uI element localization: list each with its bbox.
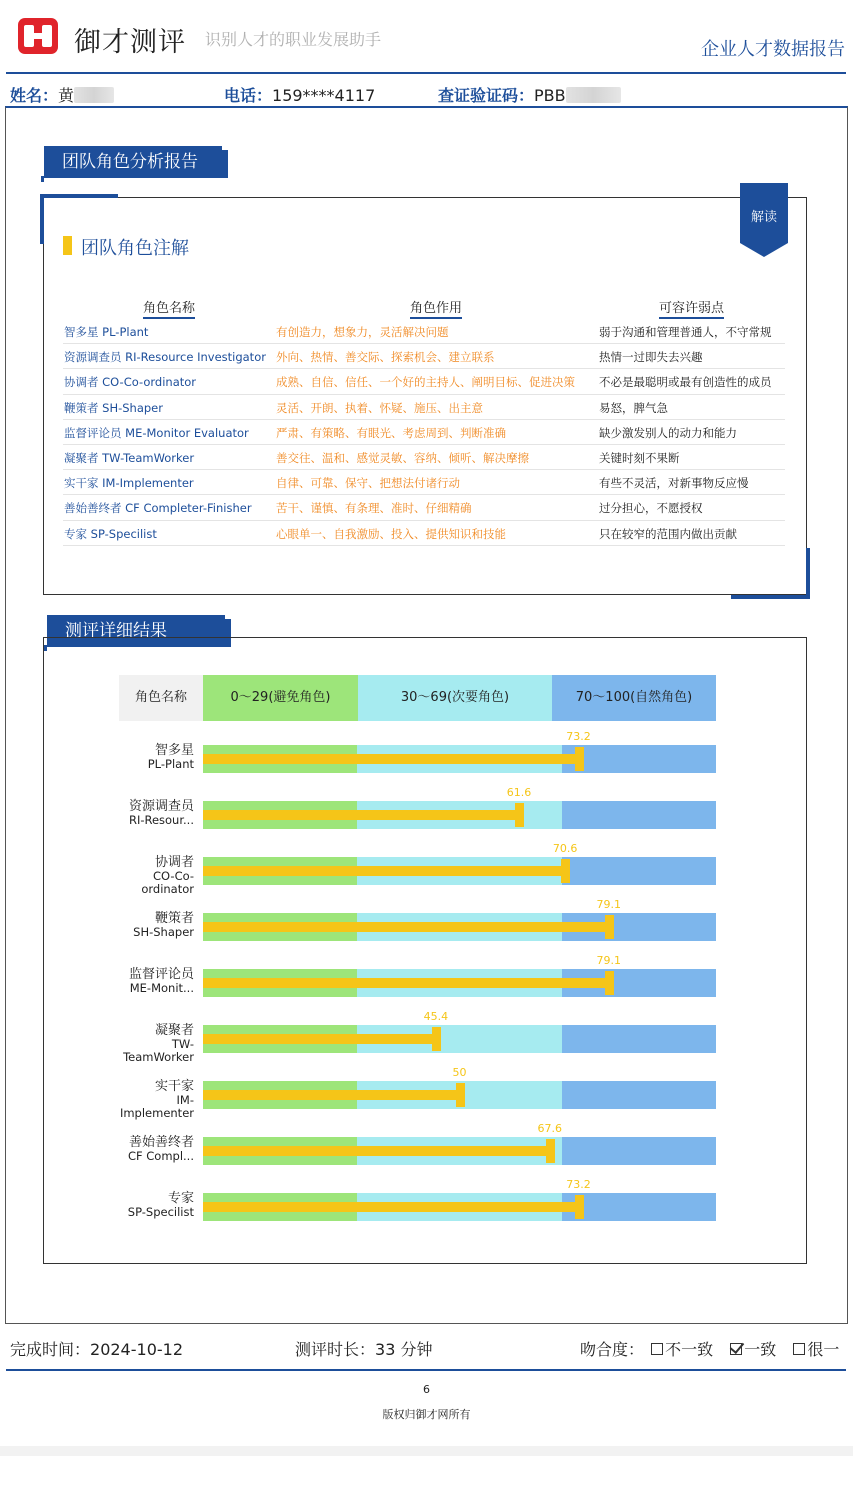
- score-value-label: 70.6: [552, 842, 578, 855]
- footer-info-row: [0, 1337, 853, 1359]
- score-value-label: 73.2: [566, 730, 591, 743]
- role-function-cell: 成熟、自信、信任、一个好的主持人、阐明目标、促进决策: [276, 375, 575, 390]
- table-body: [63, 319, 785, 546]
- section-tag-team-role: 团队角色分析报告: [44, 146, 222, 178]
- checkbox-consistent[interactable]: [730, 1343, 742, 1355]
- complete-time-label: 完成时间：: [10, 1340, 91, 1359]
- verify-code-value: PBB: [534, 86, 566, 105]
- column-header-weakness: 可容许弱点: [659, 297, 724, 319]
- header-divider: [6, 72, 846, 74]
- page-number: 6: [423, 1383, 430, 1396]
- duration-value: 33 分钟: [375, 1340, 433, 1359]
- score-bar-cap: [456, 1083, 465, 1107]
- role-label-cn: 协调者: [154, 855, 194, 870]
- band-lane: [562, 1137, 716, 1165]
- role-label-en: SP-Specilist: [127, 1205, 194, 1219]
- role-label-en: ME-Monit...: [129, 981, 194, 995]
- corner-accent: [806, 548, 810, 599]
- table-row: [63, 420, 785, 445]
- report-type-title: 企业人才数据报告: [701, 39, 845, 60]
- role-function-cell: 心眼单一、自我激励、投入、提供知识和技能: [276, 526, 506, 541]
- score-bar-cap: [432, 1027, 441, 1051]
- score-bar: [203, 810, 519, 820]
- role-weakness-cell: 热情一过即失去兴趣: [599, 350, 703, 365]
- duration-field: [295, 1337, 432, 1360]
- role-label: [112, 1024, 194, 1064]
- role-name-cell: 智多星 PL-Plant: [64, 325, 149, 339]
- table-row: [63, 445, 785, 470]
- score-bar: [203, 1034, 436, 1044]
- verify-code-field: [438, 83, 621, 106]
- role-label-en: CO-Co-ordinator: [141, 869, 194, 896]
- table-row: [63, 344, 785, 369]
- score-bar: [203, 1146, 550, 1156]
- chart-header-band-natural: 70～100(自然角色): [552, 675, 716, 721]
- role-name-cell: 监督评论员 ME-Monitor Evaluator: [64, 425, 249, 440]
- section-tag-detail-results: 测评详细结果: [47, 615, 225, 647]
- role-label: [112, 856, 194, 896]
- score-bar-cap: [605, 971, 614, 995]
- option-inconsistent-label: 不一致: [665, 1340, 714, 1359]
- table-row: [63, 395, 785, 420]
- role-label: [112, 744, 194, 771]
- corner-accent: [731, 595, 810, 599]
- score-value-label: 79.1: [596, 898, 622, 911]
- role-name-cell: 凝聚者 TW-TeamWorker: [64, 450, 195, 465]
- role-label-en: IM-Implementer: [119, 1093, 194, 1120]
- role-label-cn: 专家: [167, 1191, 194, 1206]
- chart-header-role-name: 角色名称: [119, 675, 203, 721]
- band-lane: [562, 1081, 716, 1109]
- role-function-cell: 灵活、开朗、执着、怀疑、施压、出主意: [276, 400, 483, 415]
- role-function-cell: 苦干、谨慎、有条理、准时、仔细精确: [276, 501, 472, 516]
- role-label-cn: 资源调查员: [128, 799, 194, 814]
- role-notes-table: [63, 297, 785, 546]
- match-degree-label: 吻合度：: [580, 1340, 645, 1359]
- phone-field: [224, 83, 375, 106]
- role-weakness-cell: 有些不灵活，对新事物反应慢: [599, 476, 749, 491]
- table-header: [63, 297, 785, 319]
- role-label-en: TW-TeamWorker: [123, 1037, 194, 1064]
- phone-label: 电话：: [224, 86, 273, 105]
- role-label: [112, 1136, 194, 1163]
- chart-header-band-secondary: 30～69(次要角色): [358, 675, 552, 721]
- detail-results-box: [43, 637, 807, 1264]
- role-name-cell: 鞭策者 SH-Shaper: [64, 400, 163, 415]
- role-notes-title: 团队角色注解: [63, 234, 189, 260]
- copyright-notice: 版权归御才网所有: [382, 1408, 471, 1421]
- role-label: [112, 1192, 194, 1219]
- role-function-cell: 严肃、有策略、有眼光、考虑周到、判断准确: [276, 425, 506, 440]
- column-header-name: 角色名称: [143, 297, 195, 319]
- role-label-cn: 善始善终者: [128, 1135, 194, 1150]
- role-label: [112, 1080, 194, 1120]
- role-label: [112, 800, 194, 827]
- role-weakness-cell: 易怒，脾气急: [599, 400, 668, 415]
- role-label-cn: 实干家: [154, 1079, 194, 1094]
- ribbon-label: 解读: [750, 210, 777, 225]
- corner-accent: [40, 194, 118, 198]
- role-label-cn: 智多星: [154, 743, 194, 758]
- role-weakness-cell: 只在较窄的范围内做出贡献: [599, 526, 737, 541]
- role-label: [112, 968, 194, 995]
- score-value-label: 79.1: [596, 954, 622, 967]
- score-bar: [203, 866, 565, 876]
- role-label: [112, 912, 194, 939]
- role-weakness-cell: 缺少激发别人的动力和能力: [599, 425, 737, 440]
- footer-divider: [6, 1369, 846, 1371]
- bottom-band: [0, 1446, 853, 1456]
- redacted-mask: [566, 87, 621, 103]
- role-weakness-cell: 弱于沟通和管理普通人，不守常规: [599, 325, 772, 339]
- name-value: 黄: [58, 86, 75, 105]
- role-label-cn: 监督评论员: [128, 967, 194, 982]
- role-label-en: RI-Resour...: [128, 813, 194, 827]
- score-bar: [203, 1090, 460, 1100]
- band-lane: [562, 745, 716, 773]
- score-bar-cap: [575, 1195, 584, 1219]
- band-lane: [562, 1193, 716, 1221]
- role-name-cell: 资源调查员 RI-Resource Investigator: [64, 350, 266, 365]
- score-value-label: 73.2: [566, 1178, 591, 1191]
- duration-label: 测评时长：: [295, 1340, 376, 1359]
- role-label-en: PL-Plant: [147, 757, 194, 771]
- table-row: [63, 521, 785, 546]
- yucai-logo: [18, 18, 58, 54]
- table-row: [63, 470, 785, 495]
- name-label: 姓名：: [10, 86, 59, 105]
- band-lane: [562, 801, 716, 829]
- checkbox-inconsistent[interactable]: [651, 1343, 663, 1355]
- role-weakness-cell: 不必是最聪明或最有创造性的成员: [599, 375, 772, 390]
- brand-name: 御才测评: [74, 27, 186, 58]
- column-header-function: 角色作用: [410, 297, 462, 319]
- score-bar: [203, 754, 579, 764]
- complete-time-field: [10, 1337, 183, 1360]
- role-name-cell: 协调者 CO-Co-ordinator: [64, 375, 197, 390]
- phone-value: 159****4117: [272, 86, 376, 105]
- role-function-cell: 善交往、温和、感觉灵敏、容纳、倾听、解决摩擦: [276, 450, 529, 465]
- option-very-consistent-label: 很一: [807, 1340, 840, 1359]
- role-function-cell: 自律、可靠、保守、把想法付诸行动: [276, 476, 460, 491]
- score-value-label: 50: [452, 1066, 467, 1079]
- redacted-mask: [74, 87, 114, 103]
- score-bar-cap: [546, 1139, 555, 1163]
- table-row: [63, 319, 785, 344]
- corner-accent: [40, 194, 44, 244]
- candidate-info-row: [0, 83, 853, 105]
- brand-slogan: 识别人才的职业发展助手: [205, 30, 382, 49]
- complete-time-value: 2024-10-12: [90, 1340, 183, 1359]
- match-degree-field: [580, 1337, 839, 1360]
- role-weakness-cell: 过分担心，不愿授权: [599, 501, 703, 516]
- score-bar: [203, 978, 609, 988]
- table-row: [63, 495, 785, 520]
- table-row: [63, 369, 785, 394]
- role-function-cell: 有创造力，想象力，灵活解决问题: [276, 325, 449, 339]
- score-value-label: 45.4: [423, 1010, 449, 1023]
- score-value-label: 61.6: [506, 786, 532, 799]
- verify-code-label: 查证验证码：: [438, 86, 535, 105]
- band-lane: [562, 857, 716, 885]
- role-name-cell: 实干家 IM-Implementer: [64, 476, 194, 491]
- role-label-cn: 凝聚者: [154, 1023, 194, 1038]
- role-name-cell: 善始善终者 CF Completer-Finisher: [64, 501, 252, 516]
- role-label-en: SH-Shaper: [133, 925, 194, 939]
- role-name-cell: 专家 SP-Specilist: [64, 526, 157, 541]
- role-label-cn: 鞭策者: [154, 911, 194, 926]
- role-label-en: CF Compl...: [127, 1149, 194, 1163]
- role-function-cell: 外向、热情、善交际、探索机会、建立联系: [276, 350, 495, 365]
- score-bar: [203, 922, 609, 932]
- score-bar-cap: [561, 859, 570, 883]
- checkbox-very-consistent[interactable]: [793, 1343, 805, 1355]
- band-lane: [562, 1025, 716, 1053]
- option-consistent-label: 一致: [744, 1340, 777, 1359]
- role-weakness-cell: 关键时刻不果断: [599, 450, 680, 465]
- chart-header-band-avoid: 0～29(避免角色): [203, 675, 358, 721]
- score-bar-cap: [575, 747, 584, 771]
- score-bar-cap: [515, 803, 524, 827]
- score-value-label: 67.6: [537, 1122, 563, 1135]
- score-bar-cap: [605, 915, 614, 939]
- score-bar: [203, 1202, 579, 1212]
- name-field: [10, 83, 114, 106]
